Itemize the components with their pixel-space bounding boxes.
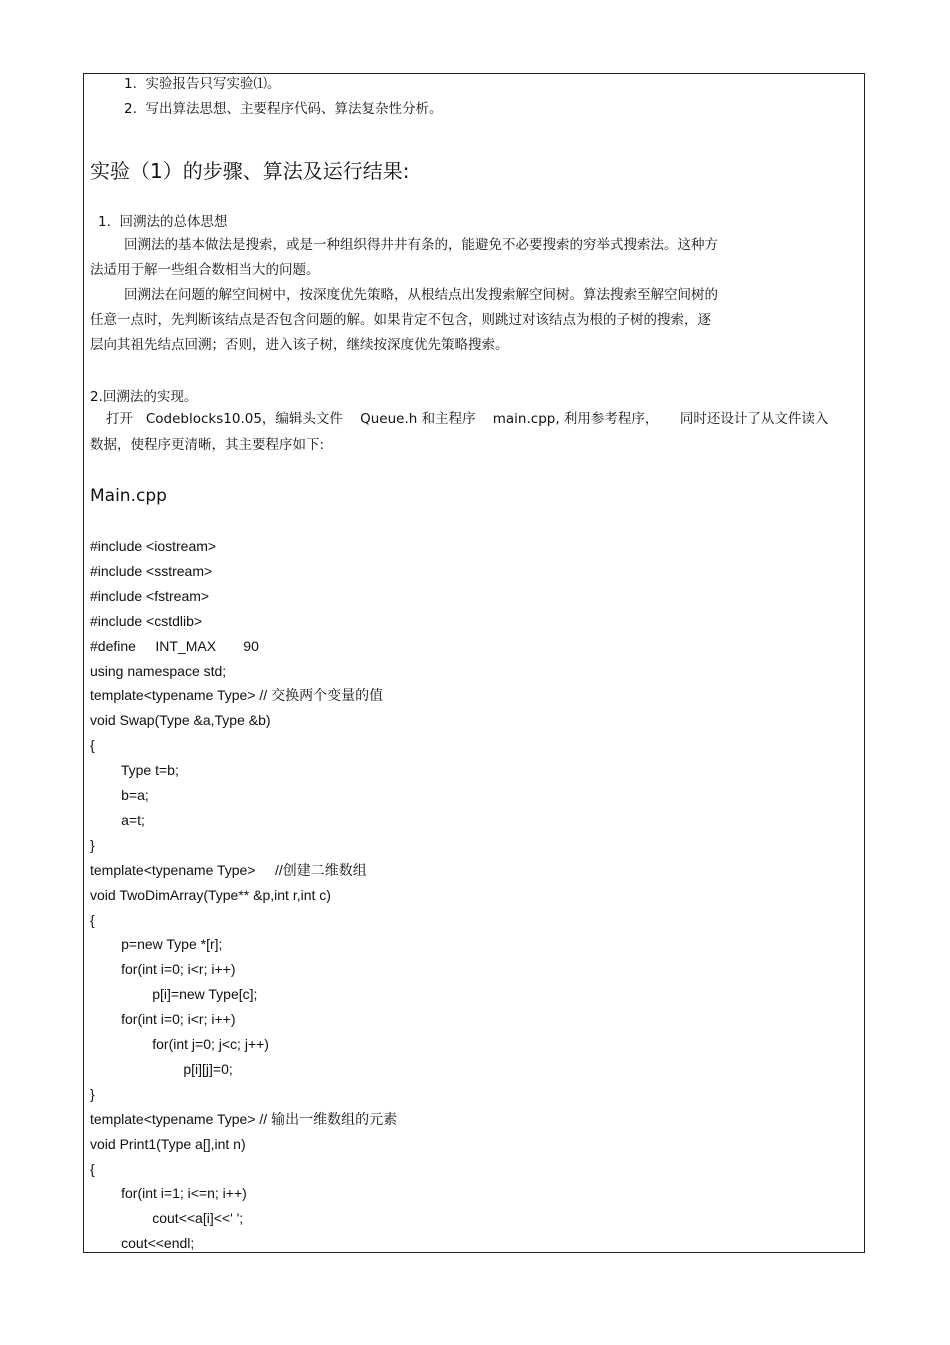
instruction-2: 2. 写出算法思想、主要程序代码、算法复杂性分析。: [124, 101, 443, 117]
code-line: b=a;: [90, 787, 149, 803]
code-line: cout<<endl;: [90, 1235, 195, 1252]
instruction-1: 1. 实验报告只写实验⑴。: [124, 76, 281, 92]
code-line: }: [90, 836, 95, 853]
part1-paragraph-line: 任意一点时，先判断该结点是否包含问题的解。如果肯定不包含，则跳过对该结点为根的子树的搜索，逐: [90, 312, 711, 328]
code-line: p[i][j]=0;: [90, 1060, 233, 1077]
part2-title: 2.回溯法的实现。: [90, 389, 198, 405]
code-line: a=t;: [90, 811, 145, 828]
code-line: void TwoDimArray(Type** &p,int r,int c): [90, 886, 331, 903]
code-line: #include <fstream>: [90, 587, 210, 604]
part1-paragraph-line: 回溯法的基本做法是搜索，或是一种组织得井井有条的，能避免不必要搜索的穷举式搜索法。这种方: [124, 237, 718, 253]
section-heading: 实验（1）的步骤、算法及运行结果:: [90, 159, 410, 183]
code-line: #include <iostream>: [90, 538, 217, 554]
part1-title: 1. 回溯法的总体思想: [98, 214, 228, 230]
code-line: for(int j=0; j<c; j++): [90, 1036, 269, 1052]
code-line: template<typename Type> //创建二维数组: [90, 861, 367, 878]
code-line: void Print1(Type a[],int n): [90, 1135, 246, 1152]
code-line: template<typename Type> // 交换两个变量的值: [90, 687, 384, 704]
code-line: {: [90, 911, 95, 928]
part2-text-line: 打开 Codeblocks10.05，编辑头文件 Queue.h 和主程序 main.cpp, 利用参考程序， 同时还设计了从文件读入: [106, 411, 829, 427]
code-line: {: [90, 1160, 95, 1177]
part1-paragraph-line: 法适用于解一些组合数相当大的问题。: [90, 262, 320, 278]
code-line: for(int i=1; i<=n; i++): [90, 1185, 247, 1202]
code-line: #define INT_MAX 90: [90, 637, 259, 654]
code-line: #include <sstream>: [90, 562, 213, 579]
code-line: for(int i=0; i<r; i++): [90, 1011, 236, 1028]
part1-paragraph-line: 层向其祖先结点回溯；否则，进入该子树，继续按深度优先策略搜索。: [90, 337, 509, 353]
code-line: cout<<a[i]<<' ';: [90, 1210, 244, 1227]
code-line: using namespace std;: [90, 662, 227, 679]
code-line: }: [90, 1085, 95, 1102]
code-line: void Swap(Type &a,Type &b): [90, 712, 271, 729]
code-line: for(int i=0; i<r; i++): [90, 961, 236, 978]
code-line: #include <cstdlib>: [90, 612, 203, 629]
code-line: template<typename Type> // 输出一维数组的元素: [90, 1110, 398, 1127]
part2-text-line: 数据，使程序更清晰，其主要程序如下:: [90, 437, 325, 453]
code-line: {: [90, 737, 95, 754]
part1-paragraph-line: 回溯法在问题的解空间树中，按深度优先策略，从根结点出发搜索解空间树。算法搜索至解空间树的: [124, 287, 718, 303]
code-line: Type t=b;: [90, 762, 179, 779]
code-file-title: Main.cpp: [90, 486, 167, 506]
code-line: p[i]=new Type[c];: [90, 986, 258, 1003]
code-line: p=new Type *[r];: [90, 936, 223, 953]
